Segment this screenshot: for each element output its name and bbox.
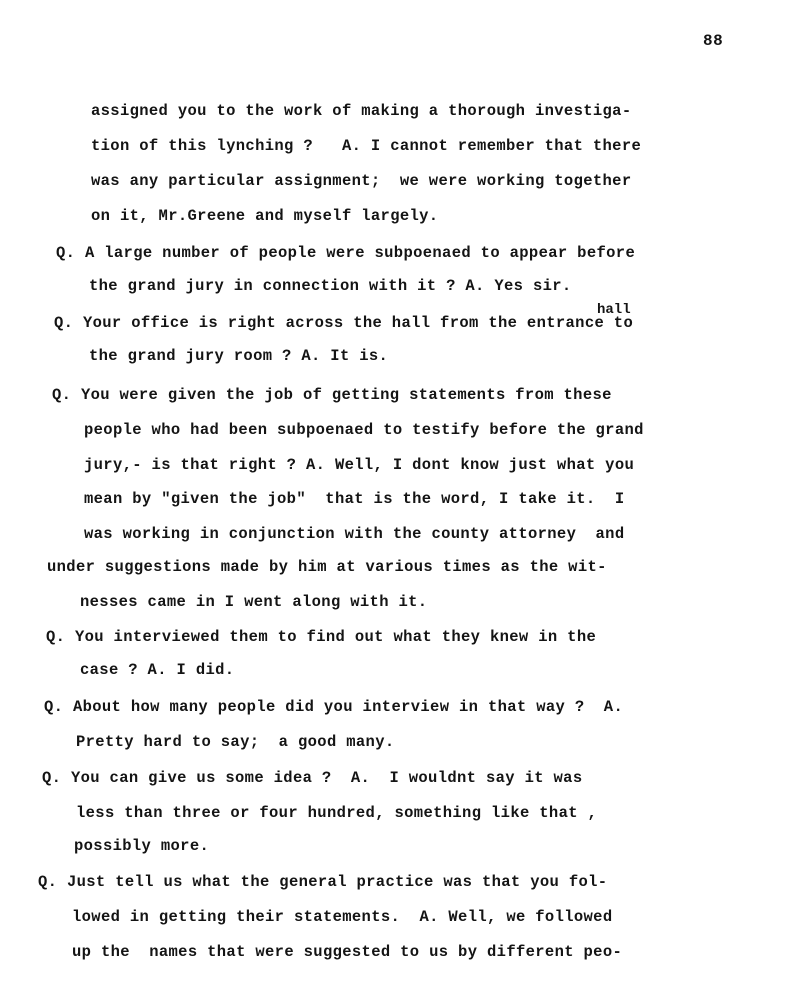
transcript-line: Q. Your office is right across the hall from the entrance to bbox=[54, 314, 634, 332]
transcript-line: under suggestions made by him at various times as the wit- bbox=[47, 558, 607, 576]
transcript-line: nesses came in I went along with it. bbox=[80, 593, 428, 611]
transcript-line: Q. Just tell us what the general practice was that you fol- bbox=[38, 873, 608, 891]
transcript-line: was any particular assignment; we were working together bbox=[91, 172, 632, 190]
transcript-line: Q. About how many people did you interview in that way ? A. bbox=[44, 698, 624, 716]
transcript-line: Q. You can give us some idea ? A. I wouldnt say it was bbox=[42, 769, 583, 787]
transcript-line: Q. You were given the job of getting statements from these bbox=[52, 386, 612, 404]
transcript-line: less than three or four hundred, something like that , bbox=[76, 804, 598, 822]
transcript-line: possibly more. bbox=[74, 837, 210, 855]
transcript-line: tion of this lynching ? A. I cannot remember that there bbox=[91, 137, 642, 155]
transcript-line: on it, Mr.Greene and myself largely. bbox=[91, 207, 439, 225]
transcript-line: Q. A large number of people were subpoenaed to appear before bbox=[56, 244, 636, 262]
transcript-line: the grand jury in connection with it ? A. Yes sir. bbox=[89, 277, 572, 295]
transcript-line: Q. You interviewed them to find out what they knew in the bbox=[46, 628, 597, 646]
transcript-line: was working in conjunction with the county attorney and bbox=[84, 525, 625, 543]
transcript-line: the grand jury room ? A. It is. bbox=[89, 347, 389, 365]
transcript-line: up the names that were suggested to us by different peo- bbox=[72, 943, 623, 961]
transcript-line: lowed in getting their statements. A. Well, we followed bbox=[72, 908, 613, 926]
transcript-line: jury,- is that right ? A. Well, I dont know just what you bbox=[84, 456, 635, 474]
transcript-line: assigned you to the work of making a thorough investiga- bbox=[91, 102, 632, 120]
transcript-line: Pretty hard to say; a good many. bbox=[76, 733, 395, 751]
transcript-line: mean by "given the job" that is the word, I take it. I bbox=[84, 490, 625, 508]
transcript-line: case ? A. I did. bbox=[80, 661, 235, 679]
transcript-line: people who had been subpoenaed to testify before the grand bbox=[84, 421, 644, 439]
page-number: 88 bbox=[703, 32, 724, 50]
inserted-word: hall bbox=[597, 302, 631, 318]
